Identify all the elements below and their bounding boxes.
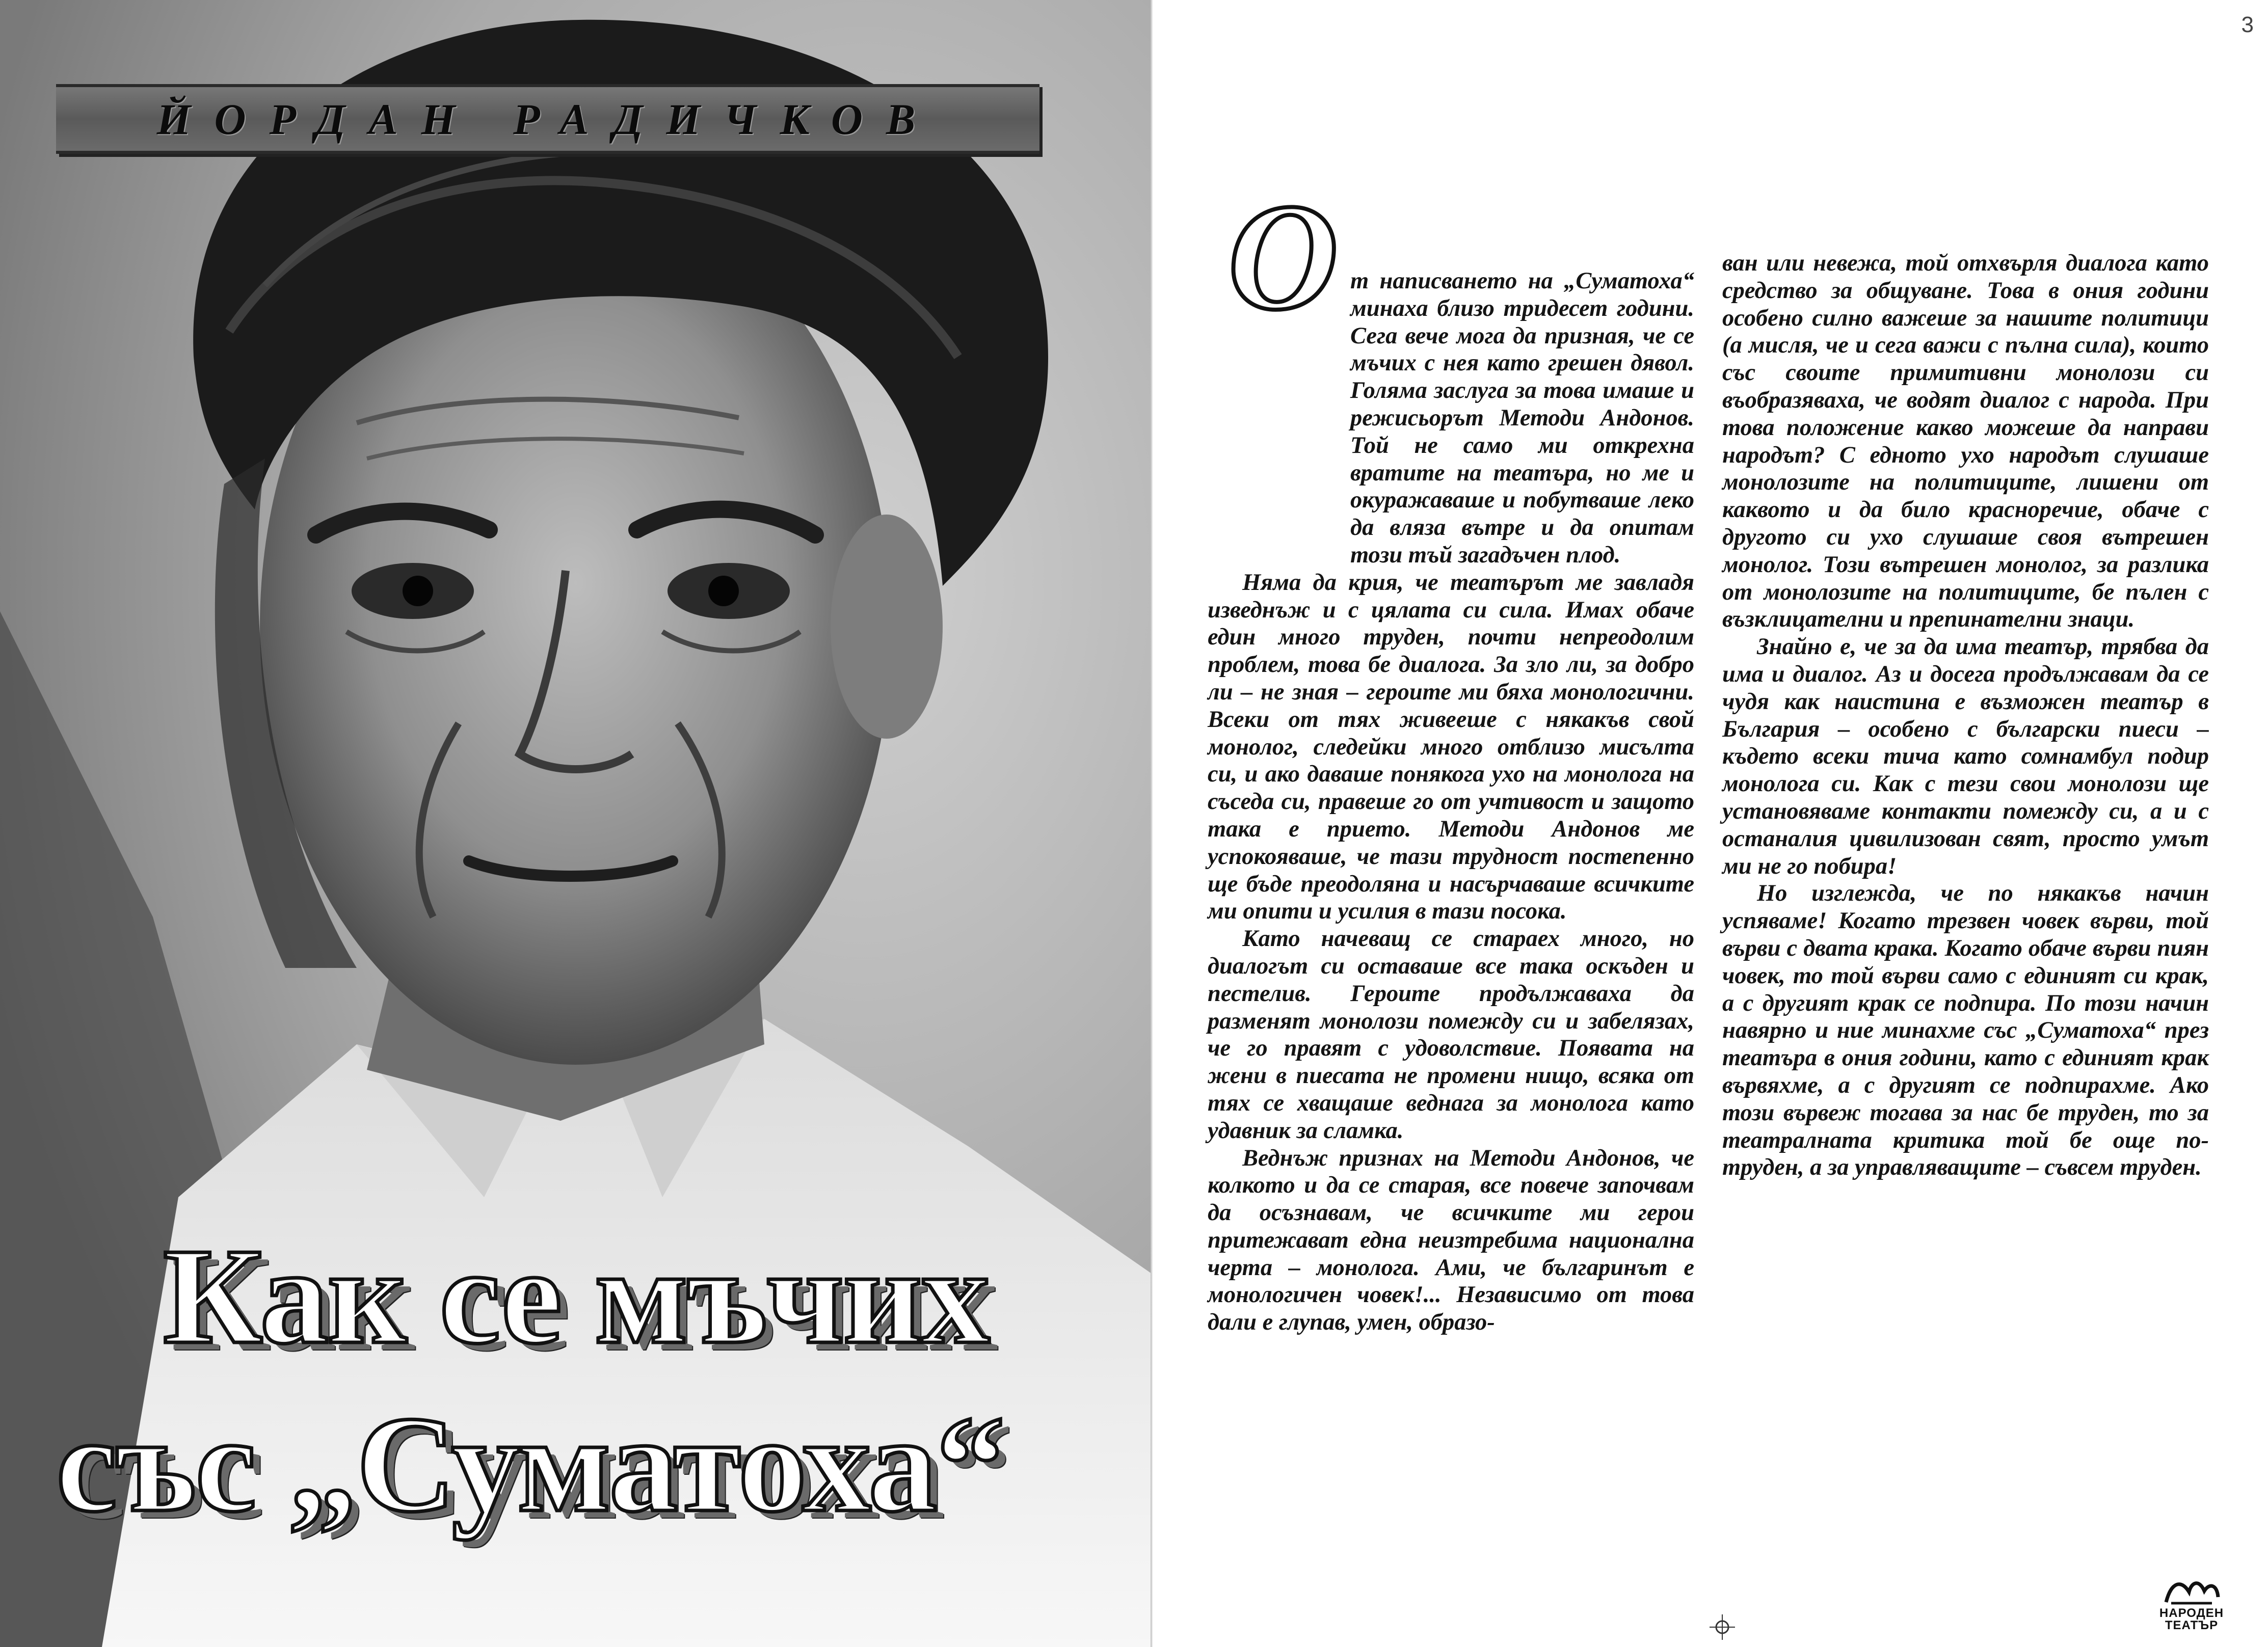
drop-cap-letter: О	[1228, 194, 1339, 326]
paragraph	[1208, 267, 1694, 569]
page-gutter	[1151, 0, 1153, 1647]
paragraph: Знайно е, че за да има театър, трябва да има и диалог. Аз и досега продължавам да се чудя как наистина е възможен театър в България – особено с български пиеси – където всеки тича като сомнамбул подир монолога си. Как с тези свои монолози ще установяваме контакти помежду си, а и с останалия цивилизован свят, просто умът ми не го побира!	[1722, 634, 2209, 879]
theatre-emblem-icon	[2161, 1577, 2222, 1607]
logo-line-1: НАРОДЕН	[2159, 1606, 2224, 1620]
national-theatre-logo	[2151, 1577, 2232, 1632]
logo-line-2: ТЕАТЪР	[2165, 1618, 2219, 1632]
author-name: ЙОРДАН РАДИЧКОВ	[156, 94, 939, 144]
paragraph: ван или невежа, той отхвърля диалога като средство за общуване. Това в ония години особено силно важеше за нашите политици (а мисля, че и сега важи с пълна сила), които със своите примитивни монолози си въобразяваха, че водят диалог с народа. При това положение какво можеше да направи народът? С едното ухо народът слушаше монолозите на политиците, лишени от каквото и да било красноречие, обаче с другото си ухо слушаше своя вътрешен монолог. Този вътрешен монолог, за разлика от монолозите на политиците, бе пълен с възклицателни и препинателни знаци.	[1722, 250, 2209, 633]
article-column-1	[1208, 267, 1694, 1336]
article-headline	[56, 1212, 1116, 1549]
paragraph-text: т написването на „Суматоха“ минаха близо тридесет години. Сега вече мога да призная, че се мъчих с нея като грешен дявол. Голяма заслуга за това имаше и режисьорът Методи Андонов. Той не само ми открехна вратите на театъра, но ме и окуражаваше и побутваше леко да вляза вътре и да опитам този тъй загадъчен плод.	[1350, 268, 1694, 568]
crop-mark-icon	[1710, 1614, 1735, 1640]
paragraph: Веднъж признах на Методи Андонов, че колкото и да се старая, все повече започвам да осъзнавам, че всичките ми герои притежават една неизтребима национална черта – монолога. Ами, че българинът е монологичен човек!... Независимо от това дали е глупав, умен, образо-	[1208, 1145, 1694, 1336]
article-body	[1208, 194, 2209, 1549]
paragraph: Но изглежда, че по някакъв начин успяваме! Когато трезвен човек върви, той върви с двата крака. Когато обаче върви пиян човек, то той върви само с единият си крак, а с другият крак се подпира. По този начин навярно и ние минахме със „Суматоха“ през театъра в ония години, като с единият крак вървяхме, а с другият се подпирахме. Ако този вървеж тогава за нас бе труден, то за театралната критика той бе още по-труден, а за управляващите – съвсем труден.	[1722, 880, 2209, 1181]
headline-line-2: със „Суматоха“	[56, 1388, 1004, 1541]
page-number: 3	[2241, 12, 2254, 37]
paragraph: Като начеващ се стараех много, но диалогът си оставаше все така оскъден и пестелив. Героите продължаваха да разменят монолози помежду си и забелязах, че го правят с удоволствие. Появата на жени в пиесата не промени нищо, всяка от тях се хващаше веднага за монолога като удавник за сламка.	[1208, 926, 1694, 1144]
author-banner	[56, 84, 1039, 154]
article-column-2	[1722, 250, 2209, 1181]
paragraph: Няма да крия, че театърът ме завладя изведнъж и с цялата си сила. Имах обаче един много труден, почти непреодолим проблем, това бе диалога. За зло ли, за добро ли – не зная – героите ми бяха монологични. Всеки от тях живееше с някакъв свой монолог, следейки много отблизо мисълта си, и ако даваше понякога ухо на монолога на съседа си, правеше го от учтивост и защото така е прието. Методи Андонов ме успокояваше, че тази трудност постепенно ще бъде преодоляна и насърчаваше всичките ми опити и усилия в тази посока.	[1208, 569, 1694, 925]
headline-line-1: Как се мъчих	[163, 1220, 989, 1372]
